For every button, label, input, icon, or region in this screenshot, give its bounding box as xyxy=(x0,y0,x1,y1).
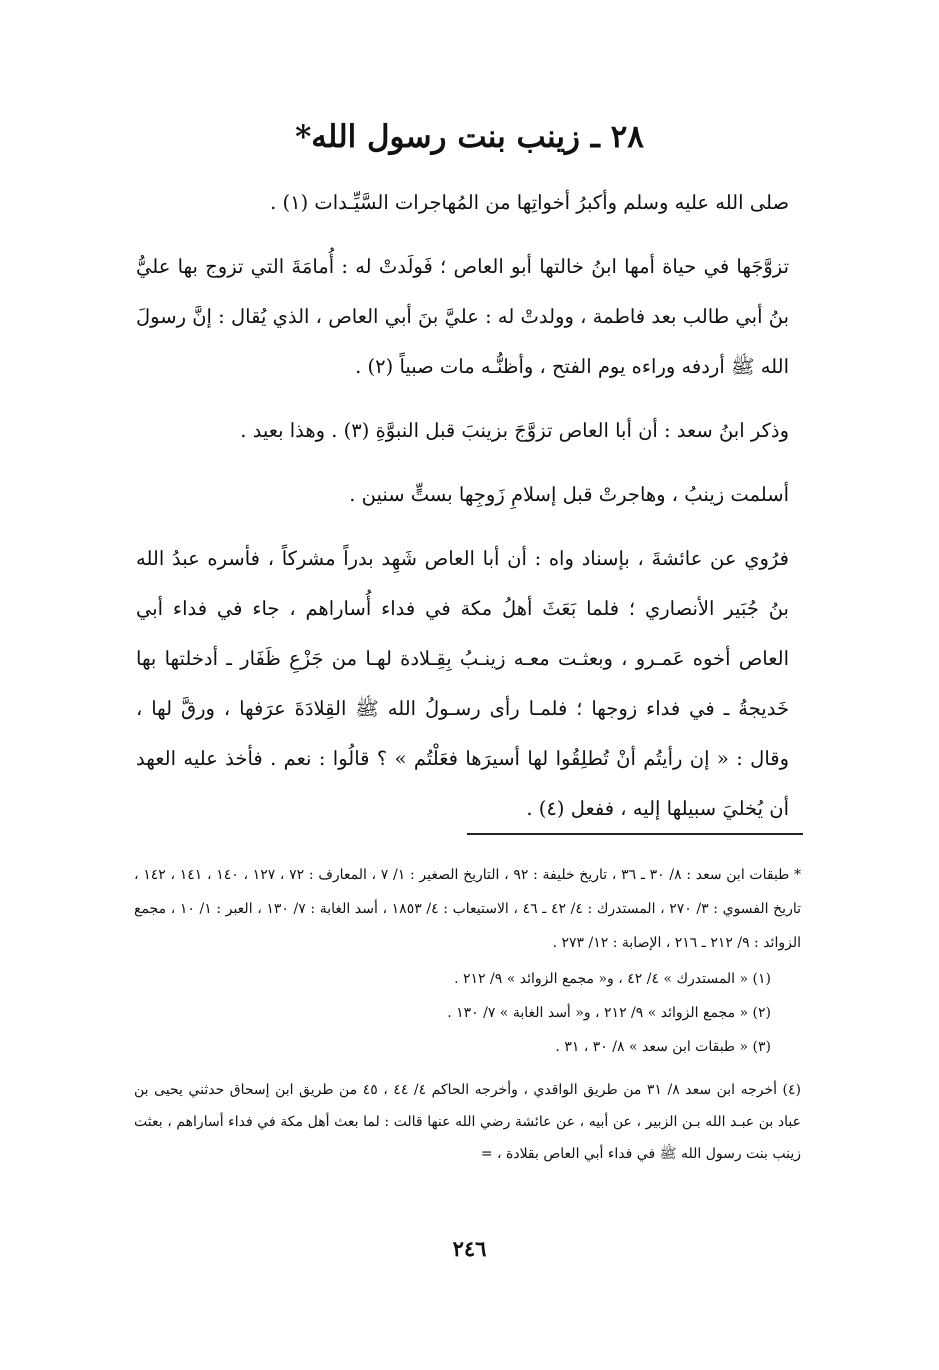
paragraph-2: تزوَّجَها في حياة أمها ابنُ خالتها أبو العاص ؛ فَولَدتْ له : أُمامَةَ التي تزوج بها عليُّ بنُ أبي طالب بعد فاطمة ، وولدتْ له : عليَّ بنَ أبي العاص ، الذي يُقال : إنَّ رسولَ الله ﷺ أردفه وراءه يوم الفتح ، وأظنُّـه مات صبياً (٢) . xyxy=(136,255,789,378)
footnote-2: (٢) « مجمع الزوائد » ٩/ ٢١٢ ، و« أسد الغابة » ٧/ ١٣٠ . xyxy=(447,1005,771,1021)
paragraph-5: فرُوي عن عائشةَ ، بإسناد واه : أن أبا العاص شَهِد بدراً مشركاً ، فأسره عبدُ الله بنُ جُبَير الأنصاري ؛ فلما بَعَثَ أهلُ مكة في فداء أُساراهم ، جاء في فداء أبي العاص أخوه عَمـرو ، وبعثـت معـه زينـبُ بِقِـلادة لهـا من جَزْعِ ظَفَار ـ أدخلتها بها خَديجةُ ـ في فداء زوجها ؛ فلمـا رأى رسـولُ الله ﷺ القِلادَةَ عرَفها ، ورقَّ لها ، وقال : « إن رأيتُم أنْ تُطلِقُوا لها أسيرَها فعَلْتُم » ؟ قالُوا : نعم . فأخذ عليه العهد أن يُخليَ سبيلها إليه ، ففعل (٤) . xyxy=(136,547,789,820)
paragraph-3: وذكر ابنُ سعد : أن أبا العاص تزوَّجَ بزينبَ قبل النبوَّةِ (٣) . وهذا بعيد . xyxy=(240,419,789,442)
page-number: ٢٤٦ xyxy=(452,1236,487,1261)
footnote-divider xyxy=(467,833,803,835)
paragraph-4: أسلمت زينبُ ، وهاجرتْ قبل إسلامِ زَوجِها بستٍّ سنين . xyxy=(349,483,789,506)
footnote-3: (٣) « طبقات ابن سعد » ٨/ ٣٠ ، ٣١ . xyxy=(555,1039,771,1055)
footnote-4: (٤) أخرجه ابن سعد ٨/ ٣١ من طريق الواقدي ، وأخرجه الحاكم ٤/ ٤٤ ، ٤٥ من طريق ابن إسحاق حدثني يحيى بن عباد بن عبـد الله بـن الزبير ، عن أبيه ، عن عائشة رضي الله عنها قالت : لما بعث أهل مكة في فداء أساراهم ، بعثت زينب بنت رسول الله ﷺ في فداء أبي العاص بقلادة ، = xyxy=(134,1082,802,1162)
paragraph-1: صلى الله عليه وسلم وأكبرُ أخواتِها من المُهاجرات السَّيِّـدات (١) . xyxy=(270,191,789,214)
main-text xyxy=(136,178,789,834)
chapter-title: ٢٨ ـ زينب بنت رسول الله* xyxy=(295,119,644,155)
footnote-sources: * طبقات ابن سعد : ٨/ ٣٠ ـ ٣٦ ، تاريخ خليفة : ٩٢ ، التاريخ الصغير : ١/ ٧ ، المعارف : ٧٢ ، ١٢٧ ، ١٤٠ ، ١٤١ ، ١٤٢ ، تاريخ الفسوي : ٣/ ٢٧٠ ، المستدرك : ٤/ ٤٢ ـ ٤٦ ، الاستيعاب : ٤/ ١٨٥٣ ، أسد الغابة : ٧/ ١٣٠ ، العبر : ١/ ١٠ ، مجمع الزوائد : ٩/ ٢١٢ ـ ٢١٦ ، الإصابة : ١٢/ ٢٧٣ . xyxy=(134,867,802,951)
footnotes-section xyxy=(134,858,801,1170)
footnote-1: (١) « المستدرك » ٤/ ٤٢ ، و« مجمع الزوائد » ٩/ ٢١٢ . xyxy=(454,971,771,987)
